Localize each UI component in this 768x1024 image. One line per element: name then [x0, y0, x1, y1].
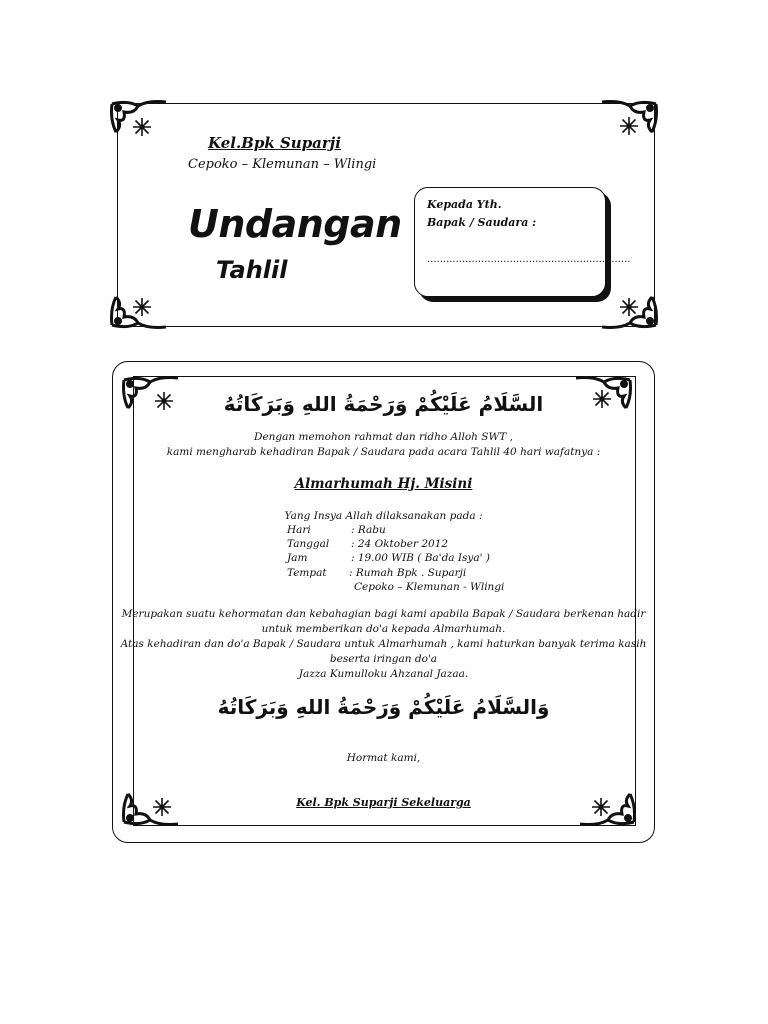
closing-line-4: beserta iringan do'a: [329, 653, 438, 665]
snowflake-icon: [618, 115, 640, 137]
recipient-line2: Bapak / Saudara :: [427, 216, 537, 229]
snowflake-icon: [618, 296, 640, 318]
intro-line-2: kami mengharab kehadiran Bapak / Saudara pada acara Tahlil 40 hari wafatnya :: [166, 446, 601, 458]
closing-line-2: untuk memberikan do'a kepada Almarhumah.: [261, 623, 506, 635]
schedule-value: : 24 Oktober 2012: [351, 538, 449, 550]
recipient-box: [414, 187, 631, 297]
greeting-arabic: السَّلَامُ عَلَيْكُمْ وَرَحْمَةُ اللهِ وَبَرَكَاتُهُ: [223, 392, 544, 416]
snowflake-icon: [131, 296, 153, 318]
closing-line-1: Merupakan suatu kehormatan dan kebahagian bagi kami apabila Bapak / Saudara berkenan hadir: [121, 608, 646, 620]
snowflake-icon: [153, 390, 175, 412]
family-address: Cepoko – Klemunan – Wlingi: [188, 157, 377, 172]
schedule-value: : Rabu: [351, 524, 386, 536]
schedule-intro: Yang Insya Allah dilaksanakan pada :: [284, 510, 483, 522]
schedule-label: Hari: [287, 524, 311, 536]
invitation-title: Undangan: [188, 202, 402, 246]
recipient-blank: ................................................................: [427, 254, 631, 265]
signature: Kel. Bpk Suparji Sekeluarga: [296, 796, 471, 809]
schedule-label: Jam: [287, 552, 308, 564]
family-name: Kel.Bpk Suparji: [208, 134, 341, 152]
recipient-line1: Kepada Yth.: [427, 198, 502, 211]
schedule-label: Tanggal: [287, 538, 330, 550]
snowflake-icon: [591, 388, 613, 410]
invitation-subtitle: Tahlil: [216, 256, 288, 284]
snowflake-icon: [151, 796, 173, 818]
snowflake-icon: [131, 116, 153, 138]
intro-line-1: Dengan memohon rahmat dan ridho Alloh SWT ,: [254, 431, 513, 443]
regards: Hormat kami,: [346, 752, 421, 764]
closing-line-5: Jazza Kumulloku Ahzanal Jazaa.: [298, 668, 469, 680]
deceased-name: Almarhumah Hj. Misini: [294, 476, 473, 492]
farewell-arabic: وَالسَّلَامُ عَلَيْكُمْ وَرَحْمَةُ اللهِ وَبَرَكَاتُهُ: [217, 695, 550, 719]
place-line-2: Cepoko – Klemunan - Wlingi: [354, 581, 505, 593]
snowflake-icon: [590, 796, 612, 818]
schedule-value: : Rumah Bpk . Suparji: [349, 567, 467, 579]
cover-card: [117, 103, 655, 327]
invitation-card: [112, 361, 655, 843]
schedule-label: Tempat: [287, 567, 327, 579]
closing-line-3: Atas kehadiran dan do'a Bapak / Saudara untuk Almarhumah , kami haturkan banyak terima kasih: [120, 638, 647, 650]
schedule-value: : 19.00 WIB ( Ba'da Isya' ): [351, 552, 490, 564]
